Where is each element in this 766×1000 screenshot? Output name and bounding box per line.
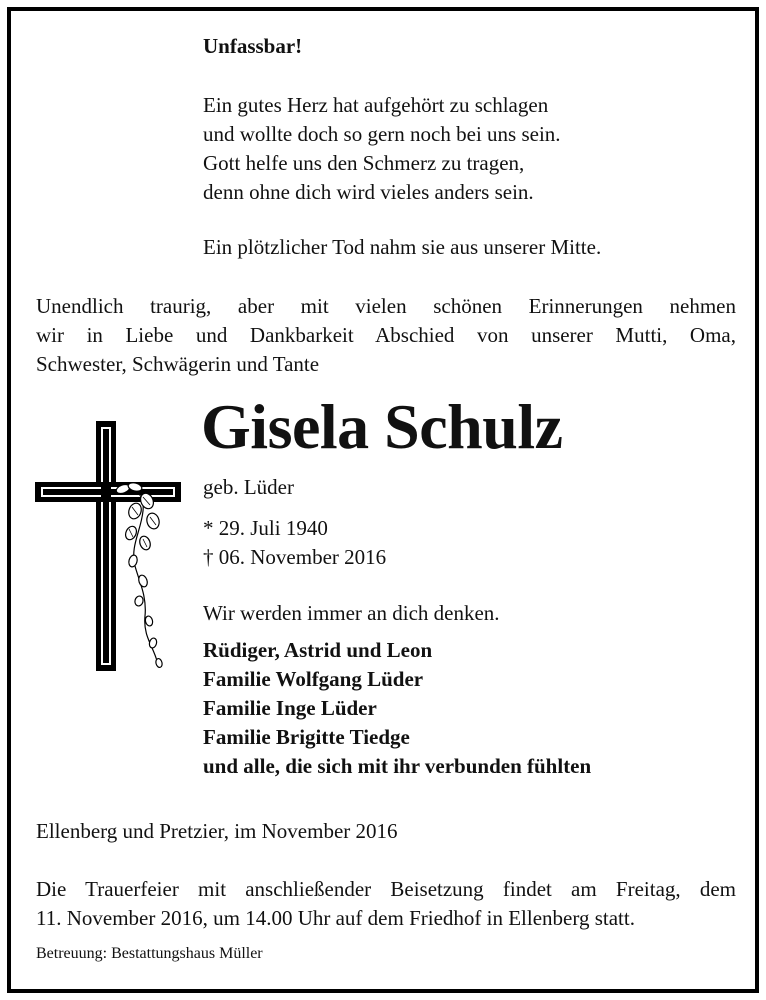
intro-line: Schwester, Schwägerin und Tante	[36, 352, 320, 376]
cross-with-ivy-icon	[35, 421, 195, 686]
mourner-entry: und alle, die sich mit ihr verbunden fühlten	[203, 754, 592, 778]
funeral-notice	[36, 875, 736, 933]
obituary-frame	[7, 7, 759, 993]
birth-date: * 29. Juli 1940	[203, 516, 328, 540]
life-dates	[203, 514, 386, 572]
poem-closing-line: Ein plötzlicher Tod nahm sie aus unserer Mitte.	[203, 235, 602, 259]
funeral-line: 11. November 2016, um 14.00 Uhr auf dem Friedhof in Ellenberg statt.	[36, 906, 635, 930]
poem-line: Gott helfe uns den Schmerz zu tragen,	[203, 151, 525, 175]
poem-line: Ein gutes Herz hat aufgehört zu schlagen	[203, 93, 549, 117]
poem-title: Unfassbar!	[203, 34, 303, 58]
intro-line: wir in Liebe und Dankbarkeit Abschied von unserer Mutti, Oma,	[36, 323, 736, 347]
intro-line: Unendlich traurig, aber mit vielen schönen Erinnerungen nehmen	[36, 294, 736, 318]
deceased-name: Gisela Schulz	[201, 391, 563, 462]
undertaker-credit: Betreuung: Bestattungshaus Müller	[36, 945, 263, 962]
poem	[203, 91, 561, 207]
mourner-entry: Familie Brigitte Tiedge	[203, 725, 410, 749]
remembrance-text: Wir werden immer an dich denken.	[203, 601, 500, 625]
mourners-list	[203, 636, 591, 781]
birth-name: geb. Lüder	[203, 475, 294, 499]
intro-text	[36, 292, 736, 379]
funeral-line: Die Trauerfeier mit anschließender Beisetzung findet am Freitag, dem	[36, 877, 736, 901]
mourner-entry: Familie Inge Lüder	[203, 696, 377, 720]
poem-line: und wollte doch so gern noch bei uns sein.	[203, 122, 561, 146]
mourner-entry: Familie Wolfgang Lüder	[203, 667, 424, 691]
mourner-entry: Rüdiger, Astrid und Leon	[203, 638, 433, 662]
death-date: † 06. November 2016	[203, 545, 387, 569]
poem-line: denn ohne dich wird vieles anders sein.	[203, 180, 534, 204]
place-and-date: Ellenberg und Pretzier, im November 2016	[36, 819, 398, 843]
